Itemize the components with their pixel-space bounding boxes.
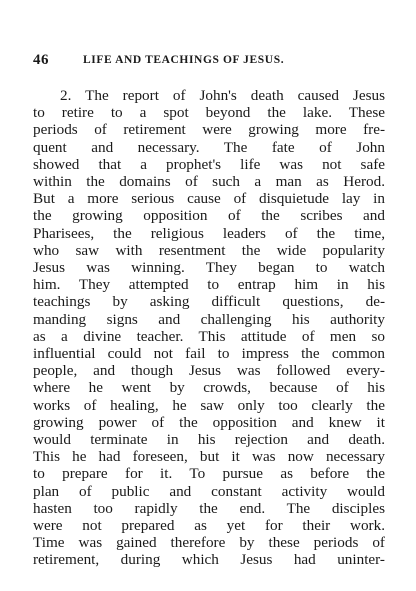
body-paragraph bbox=[33, 87, 385, 569]
text-line: plan of public and constant activity would bbox=[33, 482, 385, 500]
text-line: Time was gained therefore by these periods of bbox=[33, 534, 385, 552]
text-line: where he went by crowds, because of his bbox=[33, 379, 385, 397]
text-line: retirement, during which Jesus had uninter- bbox=[33, 551, 385, 569]
text-line: were not prepared as yet for their work. bbox=[33, 517, 385, 535]
text-line: the growing opposition of the scribes and bbox=[33, 207, 385, 225]
text-line: But a more serious cause of disquietude lay in bbox=[33, 190, 385, 208]
text-line: within the domains of such a man as Herod. bbox=[33, 173, 385, 191]
text-line: people, and though Jesus was followed every- bbox=[33, 362, 385, 380]
text-line: periods of retirement were growing more fre- bbox=[33, 121, 385, 139]
text-line: quent and necessary. The fate of John bbox=[33, 138, 385, 156]
text-line: hasten too rapidly the end. The disciples bbox=[33, 499, 385, 517]
text-line: to retire to a spot beyond the lake. These bbox=[33, 104, 385, 122]
text-line: as a divine teacher. This attitude of men so bbox=[33, 327, 385, 345]
text-line: who saw with resentment the wide popularity bbox=[33, 241, 385, 259]
text-line: him. They attempted to entrap him in his bbox=[33, 276, 385, 294]
text-line: 2. The report of John's death caused Jesus bbox=[60, 87, 385, 104]
text-line: This he had foreseen, but it was now necessary bbox=[33, 448, 385, 466]
text-line: would terminate in his rejection and death. bbox=[33, 431, 385, 449]
text-line: Pharisees, the religious leaders of the time, bbox=[33, 224, 385, 242]
page-header bbox=[33, 52, 383, 72]
text-line: growing power of the opposition and knew it bbox=[33, 413, 385, 431]
text-line: to prepare for it. To pursue as before the bbox=[33, 465, 385, 483]
running-head: LIFE AND TEACHINGS OF JESUS. bbox=[83, 54, 285, 66]
text-line: influential could not fail to impress the common bbox=[33, 345, 385, 363]
text-line: teachings by asking difficult questions, de- bbox=[33, 293, 385, 311]
text-line: works of healing, he saw only too clearly the bbox=[33, 396, 385, 414]
page-number: 46 bbox=[33, 52, 49, 68]
text-line: showed that a prophet's life was not safe bbox=[33, 155, 385, 173]
text-line: Jesus was winning. They began to watch bbox=[33, 259, 385, 277]
text-line: manding signs and challenging his authority bbox=[33, 310, 385, 328]
